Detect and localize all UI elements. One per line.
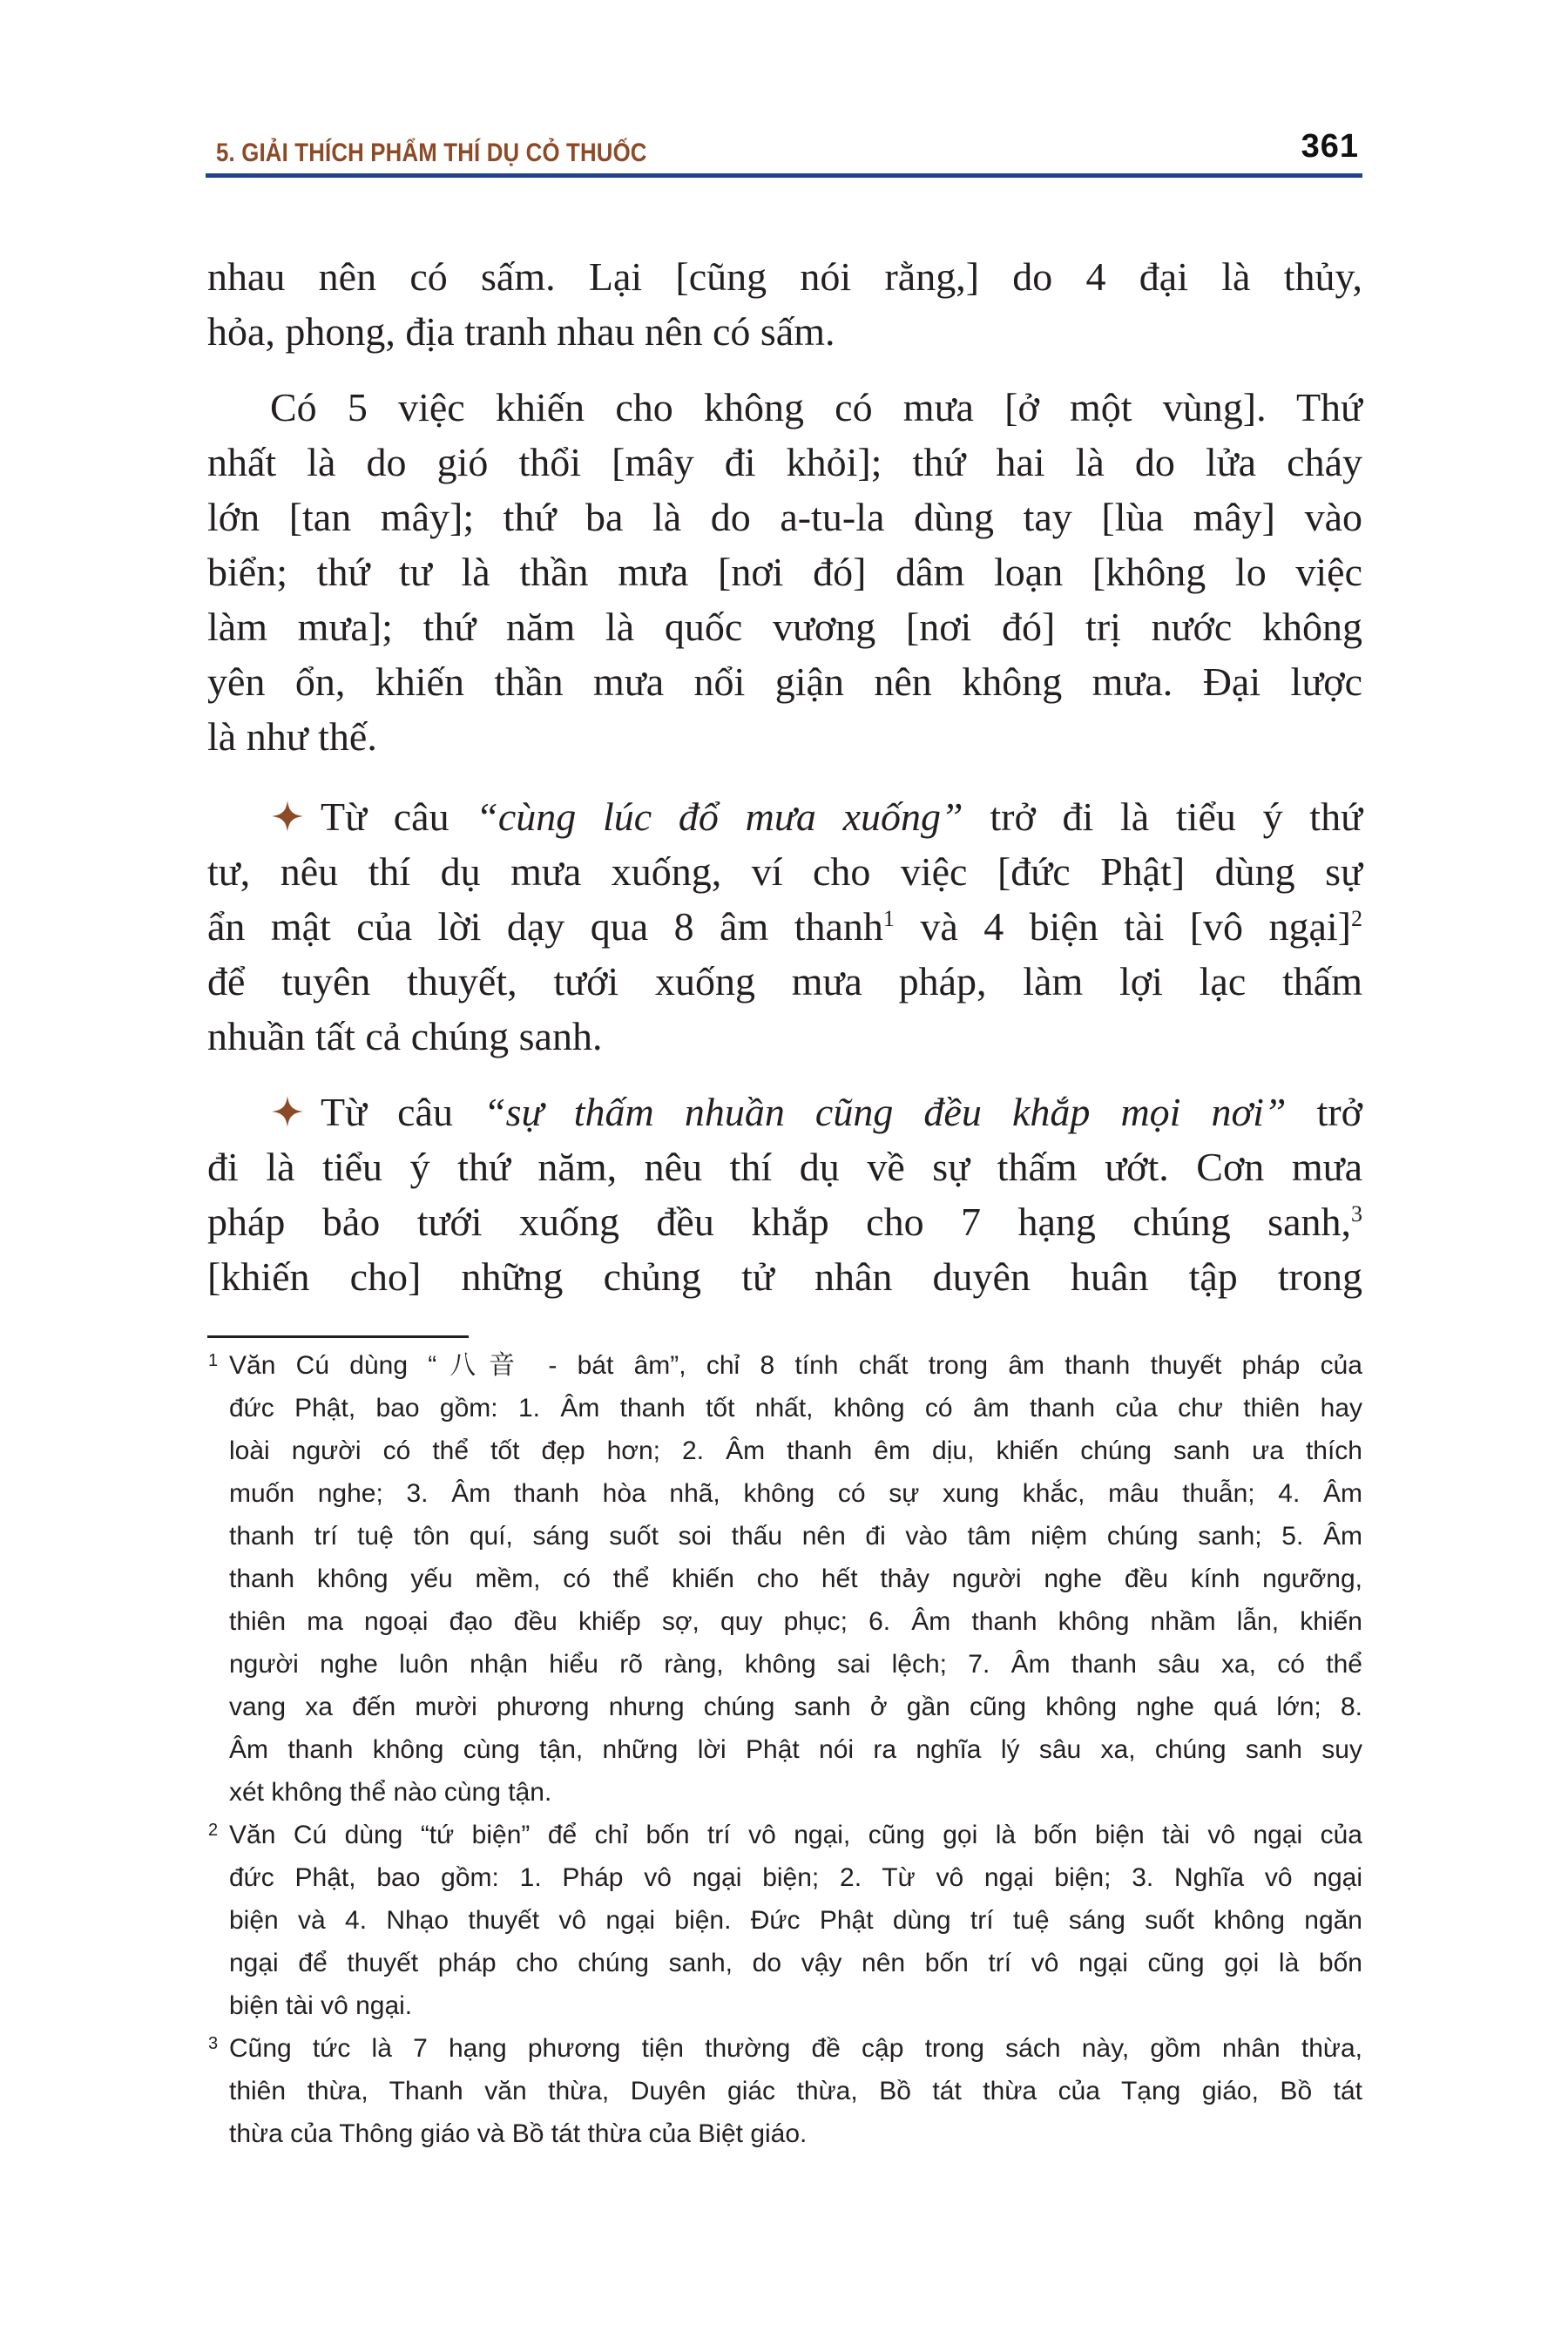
footnote-line: muốn nghe; 3. Âm thanh hòa nhã, không có sự xung khắc, mâu thuẫn; 4. Âm <box>229 1479 1362 1508</box>
footnote-line: Cũng tức là 7 hạng phương tiện thường đề cập trong sách này, gồm nhân thừa, <box>229 2034 1362 2063</box>
text-segment: pháp bảo tưới xuống đều khắp cho 7 hạng chúng sanh, <box>207 1200 1351 1244</box>
footnote-line: Văn Cú dùng “tứ biện” để chỉ bốn trí vô ngại, cũng gọi là bốn biện tài vô ngại của <box>229 1821 1362 1849</box>
footnote-line: thừa của Thông giáo và Bồ tát thừa của Biệt giáo. <box>229 2119 808 2148</box>
four-point-star-icon <box>272 801 303 832</box>
text-segment: Từ câu <box>321 1090 484 1134</box>
body-line: nhau nên có sấm. Lại [cũng nói rằng,] do 4 đại là thủy, <box>207 254 1362 299</box>
body-line: lớn [tan mây]; thứ ba là do a-tu-la dùng tay [lùa mây] vào <box>207 495 1362 539</box>
body-line <box>207 1194 1362 1249</box>
four-point-star-icon <box>272 1096 303 1127</box>
body-line <box>207 1085 1362 1139</box>
footnote-line: thiên thừa, Thanh văn thừa, Duyên giác thừa, Bồ tát thừa của Tạng giáo, Bồ tát <box>229 2077 1362 2105</box>
footnote-ref-1[interactable]: 1 <box>882 906 895 931</box>
text-segment: trở đi là tiểu ý thứ <box>963 794 1363 839</box>
footnote-line: thanh trí tuệ tôn quí, sáng suốt soi thấu nên đi vào tâm niệm chúng sanh; 5. Âm <box>229 1522 1362 1551</box>
footnote-1 <box>207 1344 1362 1814</box>
body-line: biển; thứ tư là thần mưa [nơi đó] dâm loạn [không lo việc <box>207 550 1362 594</box>
footnote-line: người nghe luôn nhận hiểu rõ ràng, không sai lệch; 7. Âm thanh sâu xa, có thể <box>229 1650 1362 1679</box>
paragraph-4 <box>207 1085 1362 1304</box>
footnote-number: 3 <box>208 2034 219 2053</box>
body-line: tư, nêu thí dụ mưa xuống, ví cho việc [đức Phật] dùng sự <box>207 849 1362 894</box>
footnote-line: loài người có thể tốt đẹp hơn; 2. Âm thanh êm dịu, khiến chúng sanh ưa thích <box>229 1436 1362 1465</box>
footnote-ref-3[interactable]: 3 <box>1351 1201 1362 1227</box>
quoted-phrase: “cùng lúc đổ mưa xuống” <box>476 794 963 839</box>
body-line: để tuyên thuyết, tưới xuống mưa pháp, làm lợi lạc thấm <box>207 959 1362 1004</box>
body-line: là như thế. <box>207 714 377 759</box>
paragraph-1 <box>207 249 1362 359</box>
body-line: hỏa, phong, địa tranh nhau nên có sấm. <box>207 309 835 354</box>
text-segment: và 4 biện tài [vô ngại] <box>894 904 1351 949</box>
header-rule <box>206 173 1362 178</box>
footnote-line: thanh không yếu mềm, có thể khiến cho hết thảy người nghe đều kính ngưỡng, <box>229 1565 1362 1593</box>
text-segment: Từ câu <box>321 794 476 839</box>
paragraph-3 <box>207 789 1362 1064</box>
footnote-number: 2 <box>208 1821 219 1840</box>
body-line: [khiến cho] những chủng tử nhân duyên huân tập trong <box>207 1254 1362 1299</box>
page-number: 361 <box>1301 128 1359 165</box>
body-line: nhuần tất cả chúng sanh. <box>207 1014 603 1058</box>
footnote-number: 1 <box>208 1351 219 1370</box>
body-line: Có 5 việc khiến cho không có mưa [ở một vùng]. Thứ <box>270 385 1362 429</box>
footnote-line: ngại để thuyết pháp cho chúng sanh, do vậy nên bốn trí vô ngại cũng gọi là bốn <box>229 1949 1362 1977</box>
paragraph-2 <box>207 380 1362 764</box>
footnote-line: thiên ma ngoại đạo đều khiếp sợ, quy phục; 6. Âm thanh không nhầm lẫn, khiến <box>229 1607 1362 1636</box>
body-line: đi là tiểu ý thứ năm, nêu thí dụ về sự thấm ướt. Cơn mưa <box>207 1145 1362 1189</box>
footnote-line: đức Phật, bao gồm: 1. Pháp vô ngại biện; 2. Từ vô ngại biện; 3. Nghĩa vô ngại <box>229 1863 1362 1892</box>
footnote-line: đức Phật, bao gồm: 1. Âm thanh tốt nhất, không có âm thanh của chư thiên hay <box>229 1394 1362 1423</box>
body-line <box>207 789 1362 844</box>
quoted-phrase: “sự thấm nhuần cũng đều khắp mọi nơi” <box>483 1090 1287 1134</box>
text-segment: trở <box>1286 1090 1362 1134</box>
body-line: nhất là do gió thổi [mây đi khỏi]; thứ hai là do lửa cháy <box>207 440 1362 484</box>
footnote-line: biện tài vô ngại. <box>229 1991 413 2020</box>
chapter-running-head: 5. GIẢI THÍCH PHẨM THÍ DỤ CỎ THUỐC <box>216 139 647 167</box>
footnote-3 <box>207 2027 1362 2155</box>
footnote-2 <box>207 1814 1362 2027</box>
footnote-line: biện và 4. Nhạo thuyết vô ngại biện. Đức Phật dùng trí tuệ sáng suốt không ngăn <box>229 1906 1362 1935</box>
footnote-line: Âm thanh không cùng tận, những lời Phật nói ra nghĩa lý sâu xa, chúng sanh suy <box>229 1735 1362 1764</box>
body-line <box>207 899 1362 954</box>
text-segment: ẩn mật của lời dạy qua 8 âm thanh <box>207 904 883 949</box>
footnote-line: xét không thể nào cùng tận. <box>229 1778 552 1807</box>
body-line: làm mưa]; thứ năm là quốc vương [nơi đó] trị nước không <box>207 605 1362 649</box>
footnote-separator <box>207 1335 469 1338</box>
footnote-line: vang xa đến mười phương nhưng chúng sanh ở gần cũng không nghe quá lớn; 8. <box>229 1693 1362 1721</box>
body-line: yên ổn, khiến thần mưa nổi giận nên không mưa. Đại lược <box>207 659 1362 704</box>
footnote-line: Văn Cú dùng “八音 - bát âm”, chỉ 8 tính chất trong âm thanh thuyết pháp của <box>229 1351 1362 1380</box>
footnote-ref-2[interactable]: 2 <box>1351 906 1362 931</box>
